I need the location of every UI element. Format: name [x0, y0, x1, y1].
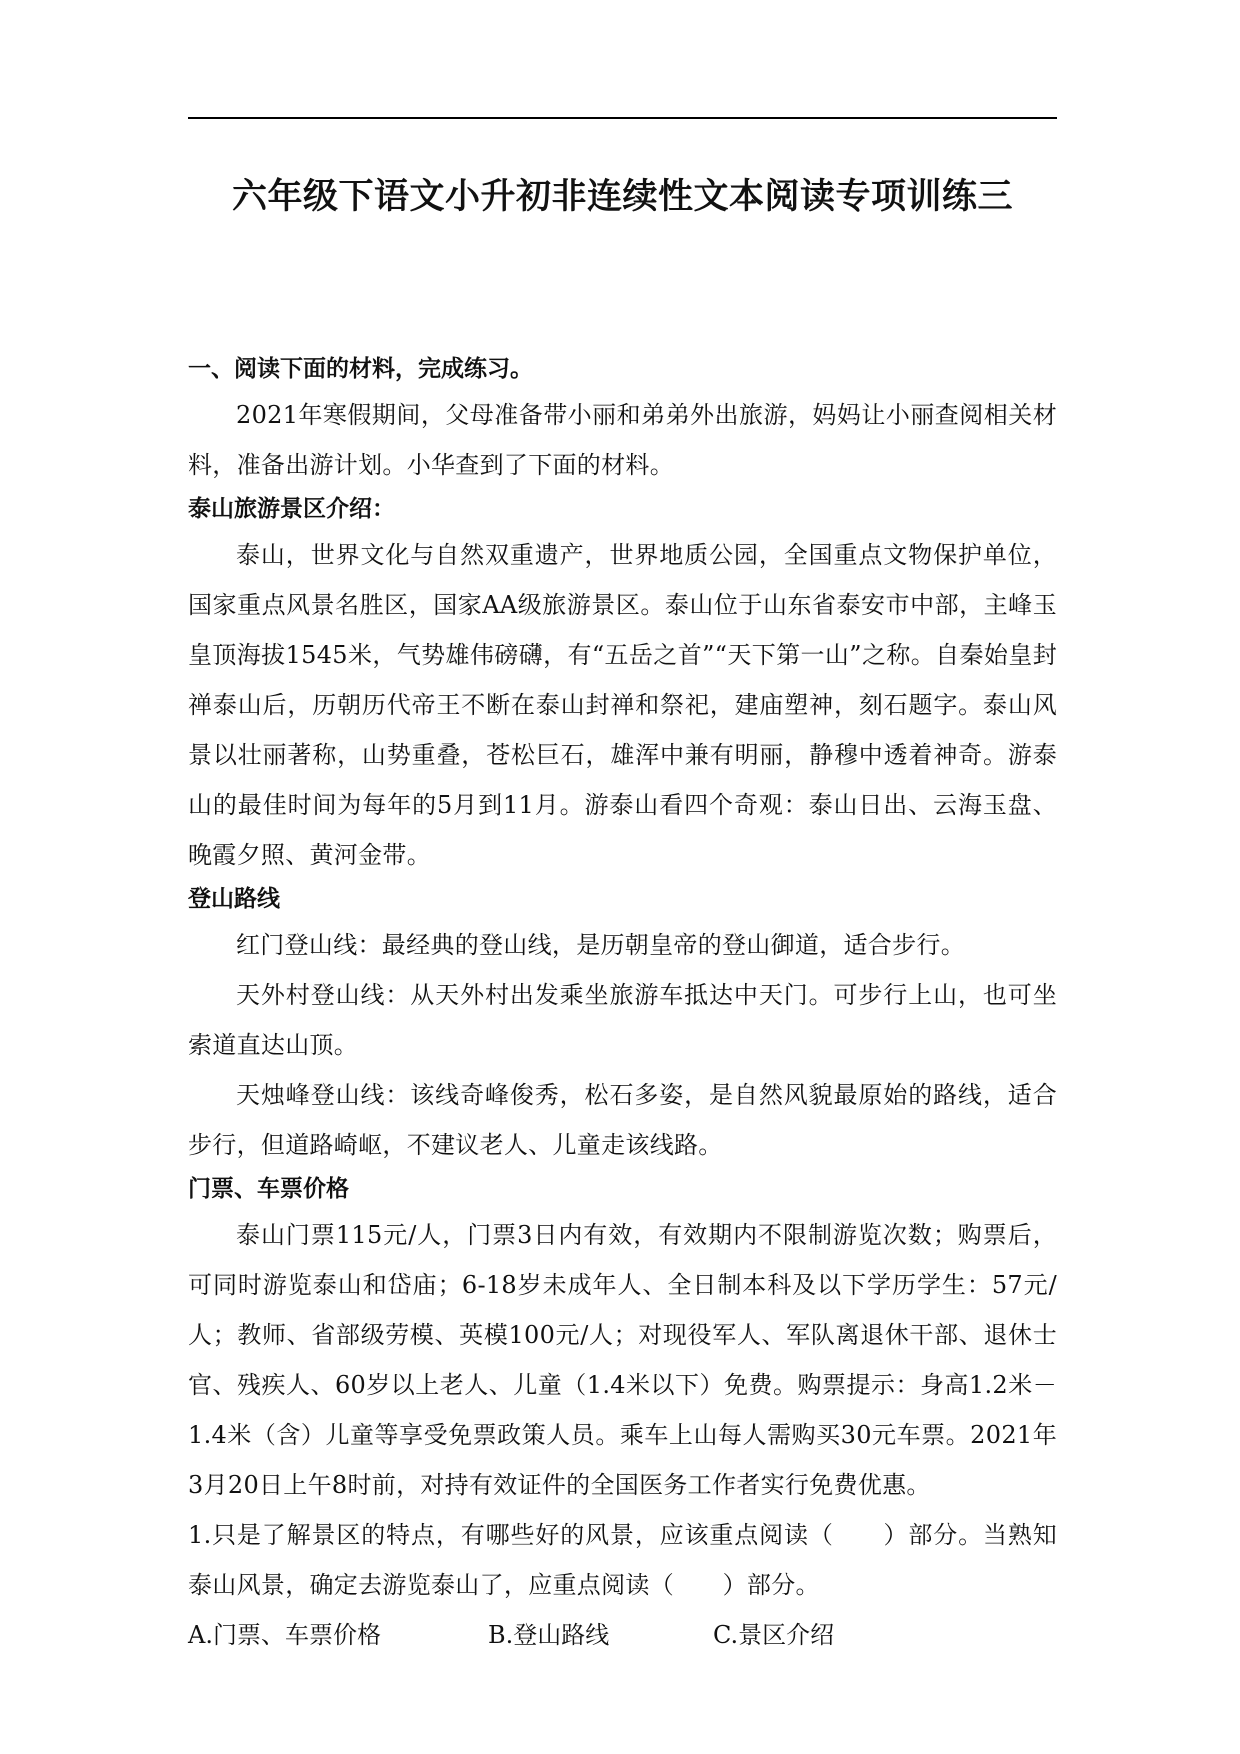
- header-rule: [188, 117, 1057, 119]
- route-item: 天外村登山线：从天外村出发乘坐旅游车抵达中天门。可步行上山，也可坐索道直达山顶。: [188, 981, 1057, 1059]
- page-title: 六年级下语文小升初非连续性文本阅读专项训练三: [231, 177, 1013, 217]
- option-b: B.登山路线: [488, 1621, 610, 1649]
- document-body: [188, 350, 1057, 1660]
- answer-options: [188, 1610, 1057, 1660]
- intro-heading: 泰山旅游景区介绍：: [188, 496, 395, 522]
- route-item: 红门登山线：最经典的登山线，是历朝皇帝的登山御道，适合步行。: [236, 931, 965, 959]
- intro-text: 泰山，世界文化与自然双重遗产，世界地质公园，全国重点文物保护单位，国家重点风景名胜区，国家AA级旅游景区。泰山位于山东省泰安市中部，主峰玉皇顶海拔1545米，气势雄伟磅礴，有“五岳之首”“天下第一山”之称。自秦始皇封禅泰山后，历朝历代帝王不断在泰山封禅和祭祀，建庙塑神，刻石题字。泰山风景以壮丽著称，山势重叠，苍松巨石，雄浑中兼有明丽，静穆中透着神奇。游泰山的最佳时间为每年的5月到11月。游泰山看四个奇观：泰山日出、云海玉盘、晚霞夕照、黄河金带。: [188, 541, 1057, 869]
- tickets-text: 泰山门票115元/人，门票3日内有效，有效期内不限制游览次数；购票后，可同时游览泰山和岱庙；6-18岁未成年人、全日制本科及以下学历学生：57元/人；教师、省部级劳模、英模100元/人；对现役军人、军队离退休干部、退休士官、残疾人、60岁以上老人、儿童（1.4米以下）免费。购票提示：身高1.2米－1.4米（含）儿童等享受免票政策人员。乘车上山每人需购买30元车票。2021年3月20日上午8时前，对持有效证件的全国医务工作者实行免费优惠。: [188, 1221, 1057, 1499]
- tickets-heading: 门票、车票价格: [188, 1176, 349, 1202]
- section-heading: 一、阅读下面的材料，完成练习。: [188, 356, 533, 382]
- option-a: A.门票、车票价格: [188, 1621, 381, 1649]
- route-item: 天烛峰登山线：该线奇峰俊秀，松石多姿，是自然风貌最原始的路线，适合步行，但道路崎岖，不建议老人、儿童走该线路。: [188, 1081, 1057, 1159]
- routes-heading: 登山路线: [188, 886, 280, 912]
- intro-paragraph: 2021年寒假期间，父母准备带小丽和弟弟外出旅游，妈妈让小丽查阅相关材料，准备出游计划。小华查到了下面的材料。: [188, 401, 1057, 479]
- question-1: 1.只是了解景区的特点，有哪些好的风景，应该重点阅读（ ）部分。当熟知泰山风景，确定去游览泰山了，应重点阅读（ ）部分。: [188, 1521, 1057, 1599]
- option-c: C.景区介绍: [713, 1621, 835, 1649]
